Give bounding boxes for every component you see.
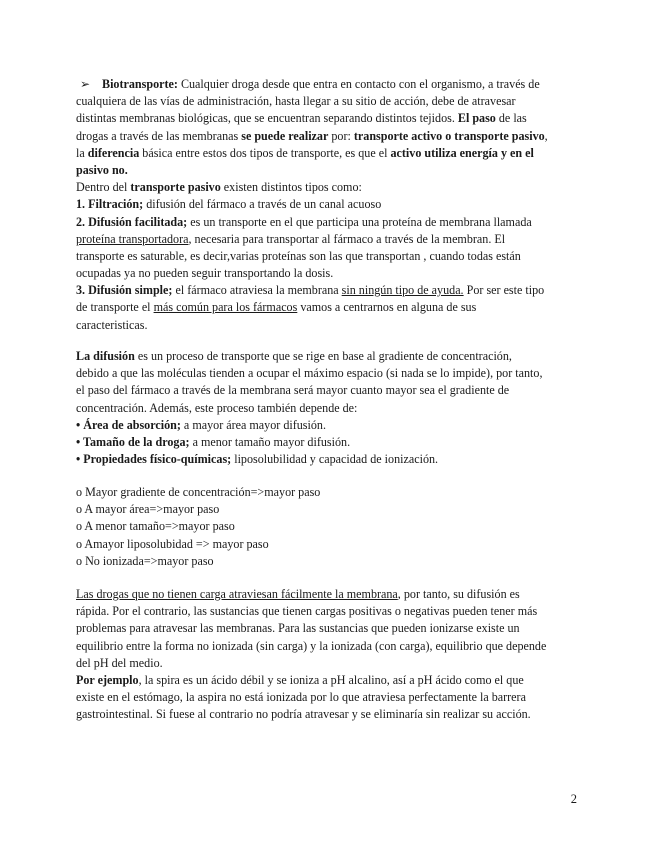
text-line: problemas para atravesar las membranas. Para las sustancias que pueden ionizarse existe un (76, 621, 520, 636)
list-item: o A menor tamaño=>mayor paso (76, 519, 235, 534)
text-line: cualquiera de las vías de administración, hasta llegar a su sitio de acción, debe de atravesar (76, 94, 516, 109)
biotransporte-section (76, 76, 576, 334)
list-item: o No ionizada=>mayor paso (76, 553, 214, 568)
text-line: equilibrio entre la forma no ionizada (sin carga) y la ionizada (con carga), equilibrio que depende (76, 638, 547, 653)
section-heading: Biotransporte: (102, 77, 178, 91)
arrow-bullet-icon: ➢ (80, 77, 91, 91)
text-line: distintas membranas biológicas, que se encuentran separando distintos tejidos. El paso de las (76, 111, 527, 126)
list-item: o Mayor gradiente de concentración=>mayor paso (76, 485, 321, 499)
difusion-facilitada-item: 2. Difusión facilitada; es un transporte en el que participa una proteína de membrana llamada (76, 214, 532, 229)
text-line: del pH del medio. (76, 655, 163, 670)
text-line: caracteristicas. (76, 317, 148, 332)
summary-list (76, 484, 576, 570)
list-item: o A mayor área=>mayor paso (76, 502, 220, 517)
text-line: la diferencia básica entre estos dos tipos de transporte, es que el activo utiliza energía y en el (76, 145, 534, 160)
text-line: proteína transportadora, necesaria para transportar al fármaco a través de la membran. El (76, 231, 506, 246)
text-line: drogas a través de las membranas se puede realizar por: transporte activo o transporte pasivo, (76, 128, 548, 143)
bullet-item: • Tamaño de la droga; a menor tamaño mayor difusión. (76, 434, 351, 449)
text-line: rápida. Por el contrario, las sustancias que tienen cargas positivas o negativas pueden tener más (76, 604, 538, 619)
carga-section (76, 586, 576, 724)
text-line: gastrointestinal. Si fuese al contrario no podría atravesar y se eliminaría sin realizar su acción. (76, 707, 531, 722)
bullet-item: • Propiedades físico-químicas; liposolubilidad y capacidad de ionización. (76, 452, 439, 467)
text-line: La difusión es un proceso de transporte que se rige en base al gradiente de concentración, (76, 349, 512, 363)
text-line: ➢ Biotransporte: Cualquier droga desde que entra en contacto con el organismo, a través de (76, 76, 576, 93)
difusion-section (76, 348, 576, 468)
difusion-simple-item: 3. Difusión simple; el fármaco atraviesa la membrana sin ningún tipo de ayuda. Por ser este tipo (76, 283, 545, 298)
text-line: concentración. Además, este proceso también depende de: (76, 400, 358, 415)
page-number: 2 (570, 792, 577, 806)
text-line: debido a que las moléculas tienden a ocupar el máximo espacio (si nada se lo impide), por tanto, (76, 366, 543, 381)
text-line: existe en el estómago, la aspira no está ionizada por lo que atraviesa perfectamente la barrera (76, 690, 526, 705)
text-line: ocupadas ya no pueden seguir transportando la dosis. (76, 266, 334, 281)
text-line: Por ejemplo, la spira es un ácido débil y se ioniza a pH alcalino, así a pH ácido como el que (76, 672, 524, 687)
text-line: Las drogas que no tienen carga atraviesan fácilmente la membrana, por tanto, su difusión es (76, 587, 520, 601)
text-line: el paso del fármaco a través de la membrana será mayor cuanto mayor sea el gradiente de (76, 383, 510, 398)
text-line: pasivo no. (76, 162, 128, 177)
filtracion-item: 1. Filtración; difusión del fármaco a través de un canal acuoso (76, 197, 382, 212)
list-item: o Amayor liposolubidad => mayor paso (76, 536, 269, 551)
text-line: de transporte el más común para los fármacos vamos a centrarnos en alguna de sus (76, 300, 477, 315)
text-line: Dentro del transporte pasivo existen distintos tipos como: (76, 180, 362, 195)
text-line: transporte es saturable, es decir,varias proteínas son las que transportan , cuando todas están (76, 248, 521, 263)
bullet-item: • Área de absorción; a mayor área mayor difusión. (76, 417, 326, 432)
